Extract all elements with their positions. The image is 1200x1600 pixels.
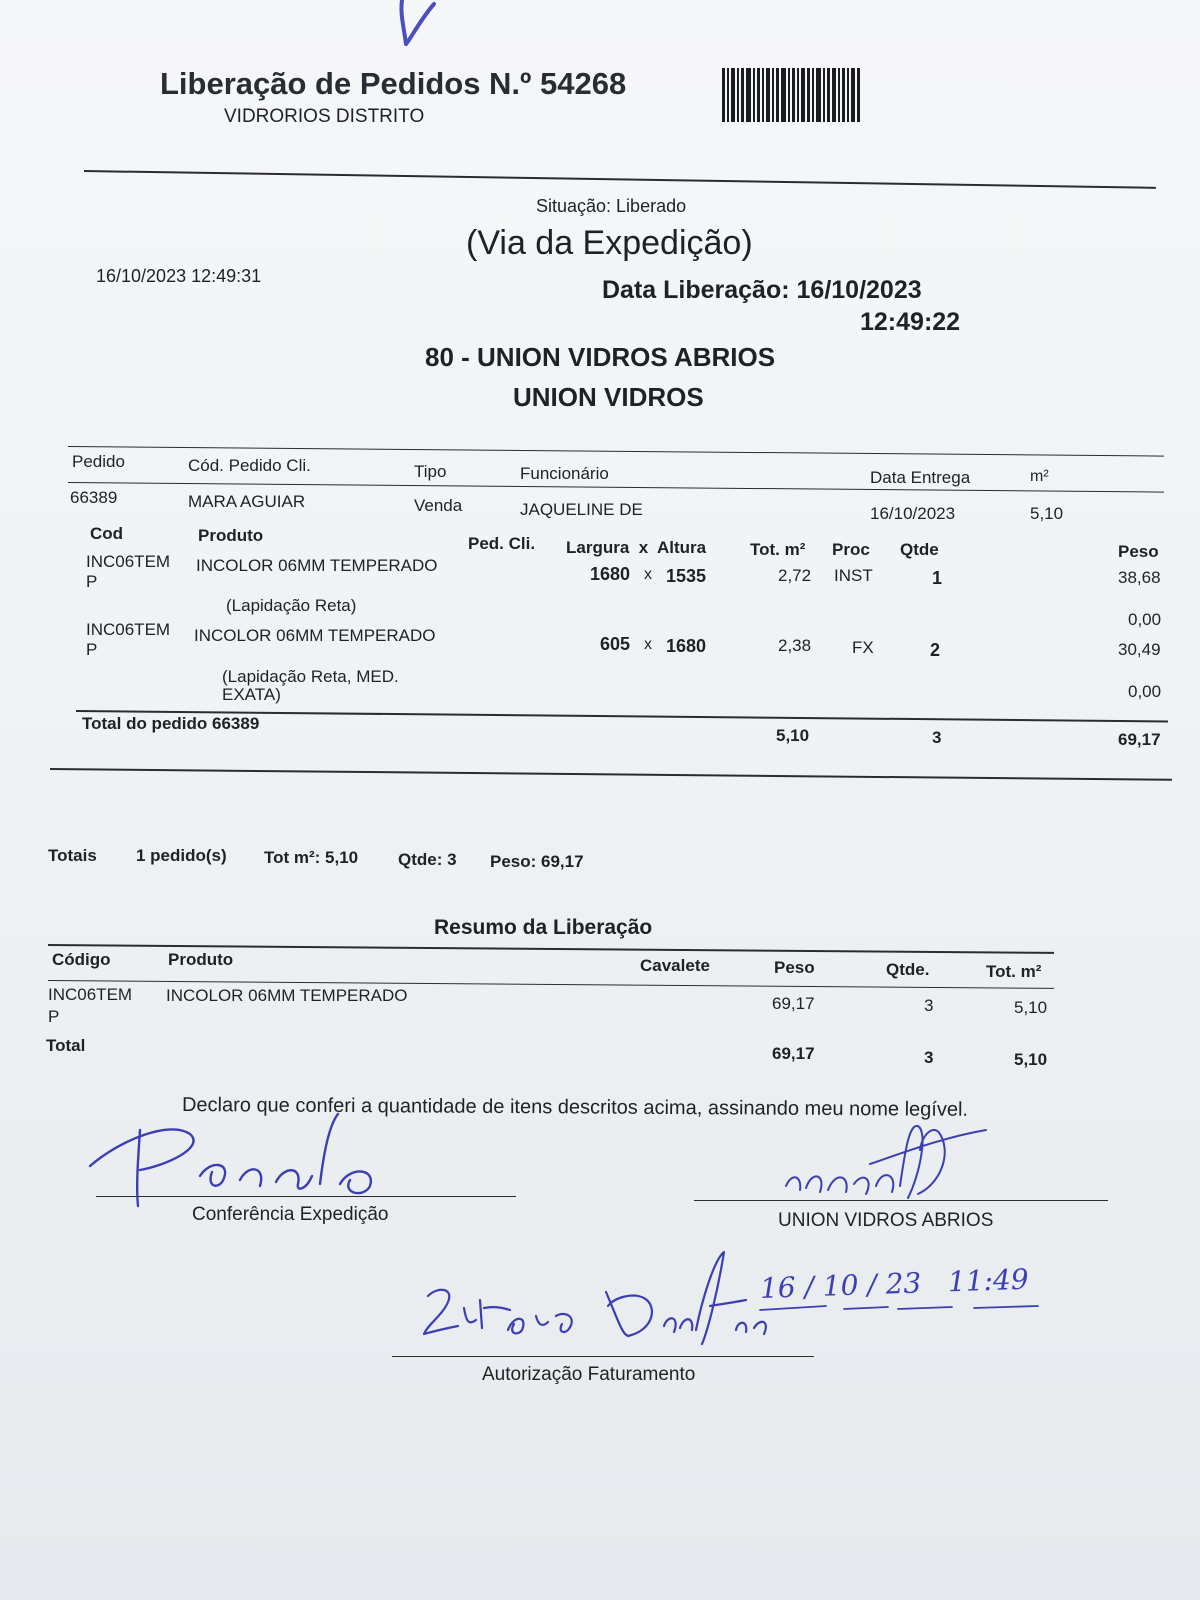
item-2-product: INCOLOR 06MM TEMPERADO [194, 626, 436, 645]
col-header-produto: Produto [198, 526, 264, 545]
handwritten-date-underlines [756, 1304, 1066, 1314]
summary-total-m2: 5,10 [1014, 1050, 1048, 1069]
summary-total-weight: 69,17 [772, 1044, 815, 1063]
col-header-tot-m2: Tot. m² [750, 540, 806, 559]
col-header-ped-cli: Ped. Cli. [468, 534, 536, 553]
summary-col-qtde: Qtde. [886, 960, 930, 979]
item-1-note-weight: 0,00 [1128, 610, 1162, 629]
handwritten-date: 16 / 10 / 23 11:49 [759, 1262, 1030, 1305]
item-1-height: 1535 [666, 566, 707, 586]
summary-col-cavalete: Cavalete [640, 956, 710, 975]
order-m2: 5,10 [1030, 504, 1064, 523]
summary-total-qty: 3 [924, 1048, 934, 1067]
item-2-width: 605 [600, 634, 631, 654]
col-header-pedido: Pedido [72, 452, 125, 471]
release-date: Data Liberação: 16/10/2023 [602, 276, 922, 304]
summary-row-product: INCOLOR 06MM TEMPERADO [166, 986, 408, 1005]
item-2-note: (Lapidação Reta, MED. EXATA) [222, 667, 399, 704]
signature-line-bottom [392, 1356, 814, 1357]
summary-row-weight: 69,17 [772, 994, 815, 1013]
item-2-tot-m2: 2,38 [778, 636, 812, 655]
col-header-cod: Cod [90, 524, 124, 543]
summary-row-m2: 5,10 [1014, 998, 1048, 1017]
pen-mark [380, 0, 440, 48]
order-total-label: Total do pedido 66389 [82, 714, 260, 733]
col-header-largura-altura: Largura x Altura [566, 538, 707, 557]
signature-autorizacao [418, 1250, 778, 1354]
summary-title: Resumo da Liberação [434, 916, 653, 939]
item-1-code: INC06TEM P [86, 552, 171, 591]
col-header-proc: Proc [832, 540, 870, 559]
order-client-ref: MARA AGUIAR [188, 492, 306, 511]
via-title: (Via da Expedição) [466, 224, 753, 262]
signature-label-right: UNION VIDROS ABRIOS [778, 1210, 994, 1231]
item-2-weight: 30,49 [1118, 640, 1161, 659]
status-text: Situação: Liberado [536, 196, 687, 216]
signature-conferencia [80, 1110, 400, 1214]
item-2-note-weight: 0,00 [1128, 682, 1162, 701]
summary-col-tot-m2: Tot. m² [986, 962, 1042, 981]
table-top-line [68, 446, 1164, 457]
item-1-proc: INST [834, 566, 873, 585]
item-1-note: (Lapidação Reta) [226, 596, 357, 615]
signature-union-vidros [770, 1114, 1000, 1214]
item-2-times: x [644, 636, 652, 653]
item-1-product: INCOLOR 06MM TEMPERADO [196, 556, 438, 575]
order-total-weight: 69,17 [1118, 730, 1161, 749]
order-employee: JAQUELINE DE [520, 500, 643, 519]
printed-timestamp: 16/10/2023 12:49:31 [96, 266, 262, 286]
item-2-proc: FX [852, 638, 874, 657]
item-1-weight: 38,68 [1118, 568, 1161, 587]
order-delivery-date: 16/10/2023 [870, 504, 956, 523]
order-total-m2: 5,10 [776, 726, 810, 745]
company-name: VIDRORIOS DISTRITO [224, 106, 425, 127]
item-1-times: x [644, 566, 652, 583]
totals-m2: Tot m²: 5,10 [264, 848, 359, 867]
release-time: 12:49:22 [860, 308, 961, 336]
signature-label-left: Conferência Expedição [192, 1204, 389, 1225]
summary-col-peso: Peso [774, 958, 815, 977]
order-number: 66389 [70, 488, 118, 507]
item-1-qty: 1 [932, 568, 943, 588]
item-1-width: 1680 [590, 564, 631, 584]
barcode [722, 68, 910, 122]
col-header-peso: Peso [1118, 542, 1159, 561]
col-header-data-entrega: Data Entrega [870, 468, 971, 487]
item-2-qty: 2 [930, 640, 941, 660]
document-title: Liberação de Pedidos N.º 54268 [160, 66, 627, 101]
order-type: Venda [414, 496, 463, 515]
col-header-funcionario: Funcionário [520, 464, 609, 483]
summary-col-produto: Produto [168, 950, 234, 969]
declaration-text: Declaro que conferi a quantidade de itens descritos acima, assinando meu nome legível. [181, 1094, 969, 1121]
client-name: 80 - UNION VIDROS ABRIOS [425, 342, 776, 372]
items-bottom-line [50, 768, 1172, 781]
item-1-tot-m2: 2,72 [778, 566, 812, 585]
totals-qty: Qtde: 3 [398, 850, 457, 869]
item-2-height: 1680 [666, 636, 707, 656]
summary-row-qty: 3 [924, 996, 934, 1015]
item-2-code: INC06TEM P [86, 620, 171, 659]
summary-row-code: INC06TEM P [48, 985, 133, 1026]
table-header-line [68, 482, 1164, 493]
summary-total-label: Total [46, 1036, 86, 1055]
order-total-qty: 3 [932, 728, 942, 747]
totals-label: Totais [48, 846, 97, 865]
totals-weight: Peso: 69,17 [490, 852, 584, 871]
col-header-cod-pedido-cli: Cód. Pedido Cli. [188, 456, 311, 475]
signature-label-bottom: Autorização Faturamento [482, 1364, 696, 1385]
totals-orders: 1 pedido(s) [136, 846, 227, 865]
col-header-qtde: Qtde [900, 540, 939, 559]
client-short-name: UNION VIDROS [513, 382, 704, 412]
summary-col-codigo: Código [52, 950, 111, 969]
col-header-tipo: Tipo [414, 462, 447, 481]
col-header-m2: m² [1030, 468, 1049, 485]
divider [84, 170, 1156, 189]
